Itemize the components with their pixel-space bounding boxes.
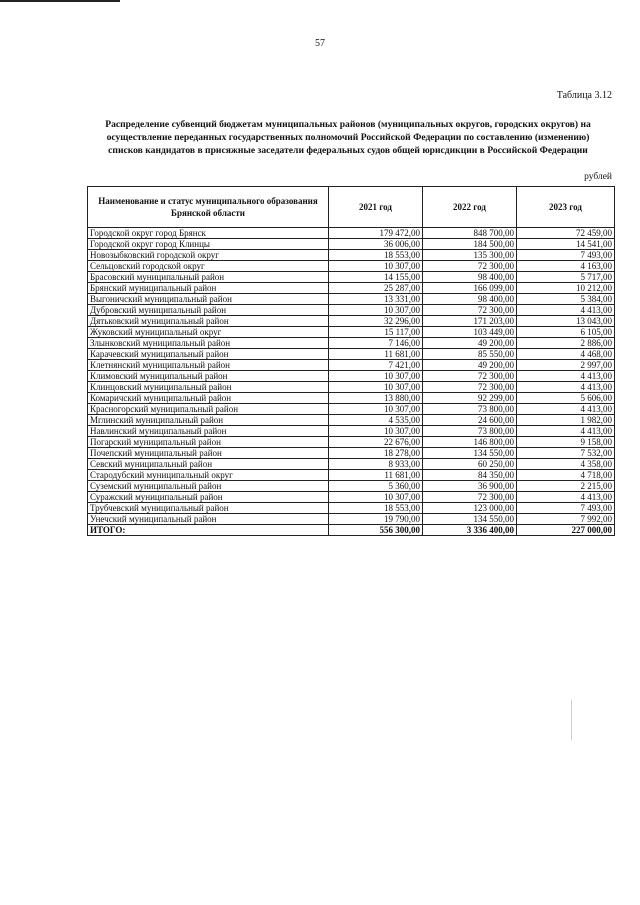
value-2021-cell: 7 421,00	[329, 360, 423, 371]
value-2023-cell: 7 493,00	[517, 503, 615, 514]
table-row	[88, 283, 615, 294]
value-2022-cell: 92 299,00	[423, 393, 517, 404]
value-2022-cell: 60 250,00	[423, 459, 517, 470]
table-row	[88, 327, 615, 338]
top-rule	[0, 0, 120, 2]
municipality-name-cell: Климовский муниципальный район	[88, 371, 329, 382]
unit-label: рублей	[584, 172, 612, 182]
value-2023-cell: 4 163,00	[517, 261, 615, 272]
value-2021-cell: 4 535,00	[329, 415, 423, 426]
total-2022: 3 336 400,00	[423, 525, 517, 536]
value-2021-cell: 8 933,00	[329, 459, 423, 470]
municipality-name-cell: Дятьковский муниципальный район	[88, 316, 329, 327]
municipality-name-cell: Сельцовский городской округ	[88, 261, 329, 272]
table-body	[88, 228, 615, 525]
table-row	[88, 316, 615, 327]
total-2023: 227 000,00	[517, 525, 615, 536]
value-2023-cell: 4 413,00	[517, 426, 615, 437]
value-2023-cell: 14 541,00	[517, 239, 615, 250]
value-2022-cell: 166 099,00	[423, 283, 517, 294]
municipality-name-cell: Погарский муниципальный район	[88, 437, 329, 448]
value-2022-cell: 84 350,00	[423, 470, 517, 481]
value-2022-cell: 171 203,00	[423, 316, 517, 327]
table-row	[88, 239, 615, 250]
subvention-table	[87, 186, 615, 536]
municipality-name-cell: Брасовский муниципальный район	[88, 272, 329, 283]
table-row	[88, 294, 615, 305]
table-row	[88, 338, 615, 349]
value-2022-cell: 72 300,00	[423, 305, 517, 316]
value-2023-cell: 5 717,00	[517, 272, 615, 283]
value-2022-cell: 85 550,00	[423, 349, 517, 360]
value-2023-cell: 4 413,00	[517, 371, 615, 382]
table-row	[88, 305, 615, 316]
value-2022-cell: 134 550,00	[423, 514, 517, 525]
table-row	[88, 360, 615, 371]
value-2021-cell: 22 676,00	[329, 437, 423, 448]
value-2022-cell: 49 200,00	[423, 360, 517, 371]
table-row	[88, 250, 615, 261]
value-2022-cell: 36 900,00	[423, 481, 517, 492]
value-2022-cell: 72 300,00	[423, 492, 517, 503]
value-2021-cell: 13 331,00	[329, 294, 423, 305]
value-2021-cell: 13 880,00	[329, 393, 423, 404]
municipality-name-cell: Городской округ город Брянск	[88, 228, 329, 239]
value-2023-cell: 4 413,00	[517, 404, 615, 415]
value-2021-cell: 10 307,00	[329, 382, 423, 393]
value-2023-cell: 4 718,00	[517, 470, 615, 481]
table-row	[88, 404, 615, 415]
value-2023-cell: 5 606,00	[517, 393, 615, 404]
municipality-name-cell: Комаричский муниципальный район	[88, 393, 329, 404]
municipality-name-cell: Навлинский муниципальный район	[88, 426, 329, 437]
value-2021-cell: 25 287,00	[329, 283, 423, 294]
value-2021-cell: 15 117,00	[329, 327, 423, 338]
municipality-name-cell: Карачевский муниципальный район	[88, 349, 329, 360]
value-2023-cell: 4 413,00	[517, 305, 615, 316]
value-2022-cell: 103 449,00	[423, 327, 517, 338]
title-line: осуществление переданных государственных полномочий Российской Федерации по составлению (изменению)	[106, 132, 590, 143]
value-2023-cell: 9 158,00	[517, 437, 615, 448]
value-2022-cell: 848 700,00	[423, 228, 517, 239]
value-2021-cell: 10 307,00	[329, 261, 423, 272]
municipality-name-cell: Почепский муниципальный район	[88, 448, 329, 459]
table-row	[88, 415, 615, 426]
page-number: 57	[315, 38, 325, 49]
municipality-name-cell: Клетнянский муниципальный район	[88, 360, 329, 371]
table-row	[88, 481, 615, 492]
value-2022-cell: 24 600,00	[423, 415, 517, 426]
value-2022-cell: 135 300,00	[423, 250, 517, 261]
table-row	[88, 470, 615, 481]
value-2021-cell: 32 296,00	[329, 316, 423, 327]
value-2022-cell: 73 800,00	[423, 404, 517, 415]
municipality-name-cell: Севский муниципальный район	[88, 459, 329, 470]
table-total-row	[88, 525, 615, 536]
header-2023: 2023 год	[517, 187, 615, 228]
value-2022-cell: 184 500,00	[423, 239, 517, 250]
value-2023-cell: 7 532,00	[517, 448, 615, 459]
value-2022-cell: 72 300,00	[423, 382, 517, 393]
municipality-name-cell: Новозыбковский городской округ	[88, 250, 329, 261]
value-2022-cell: 72 300,00	[423, 261, 517, 272]
municipality-name-cell: Суражский муниципальный район	[88, 492, 329, 503]
value-2021-cell: 11 681,00	[329, 349, 423, 360]
municipality-name-cell: Трубчевский муниципальный район	[88, 503, 329, 514]
table-row	[88, 228, 615, 239]
municipality-name-cell: Злынковский муниципальный район	[88, 338, 329, 349]
title-line: списков кандидатов в присяжные заседатели федеральных судов общей юрисдикции в Российской Федерации	[108, 145, 588, 156]
value-2023-cell: 4 468,00	[517, 349, 615, 360]
value-2023-cell: 5 384,00	[517, 294, 615, 305]
value-2021-cell: 10 307,00	[329, 404, 423, 415]
municipality-name-cell: Красногорский муниципальный район	[88, 404, 329, 415]
value-2021-cell: 14 155,00	[329, 272, 423, 283]
value-2021-cell: 179 472,00	[329, 228, 423, 239]
value-2022-cell: 98 400,00	[423, 272, 517, 283]
table-header-row	[88, 187, 615, 228]
value-2023-cell: 13 043,00	[517, 316, 615, 327]
table-row	[88, 382, 615, 393]
value-2023-cell: 10 212,00	[517, 283, 615, 294]
municipality-name-cell: Брянский муниципальный район	[88, 283, 329, 294]
table-row	[88, 448, 615, 459]
document-title	[88, 118, 608, 157]
value-2023-cell: 4 413,00	[517, 382, 615, 393]
table-row	[88, 261, 615, 272]
municipality-name-cell: Суземский муниципальный район	[88, 481, 329, 492]
table-row	[88, 459, 615, 470]
table-label: Таблица 3.12	[556, 90, 612, 101]
municipality-name-cell: Унечский муниципальный район	[88, 514, 329, 525]
value-2021-cell: 18 553,00	[329, 503, 423, 514]
value-2022-cell: 49 200,00	[423, 338, 517, 349]
municipality-name-cell: Стародубский муниципальный округ	[88, 470, 329, 481]
table-row	[88, 393, 615, 404]
municipality-name-cell: Клинцовский муниципальный район	[88, 382, 329, 393]
value-2023-cell: 1 982,00	[517, 415, 615, 426]
value-2022-cell: 123 000,00	[423, 503, 517, 514]
value-2023-cell: 2 997,00	[517, 360, 615, 371]
table-row	[88, 349, 615, 360]
header-2022: 2022 год	[423, 187, 517, 228]
margin-mark	[571, 700, 572, 740]
value-2022-cell: 73 800,00	[423, 426, 517, 437]
value-2021-cell: 19 790,00	[329, 514, 423, 525]
value-2021-cell: 10 307,00	[329, 426, 423, 437]
table-row	[88, 492, 615, 503]
title-line: Распределение субвенций бюджетам муниципальных районов (муниципальных округов, городских округов) на	[105, 119, 591, 130]
header-municipality: Наименование и статус муниципального образования Брянской области	[88, 187, 329, 228]
table-row	[88, 272, 615, 283]
value-2021-cell: 18 553,00	[329, 250, 423, 261]
value-2022-cell: 134 550,00	[423, 448, 517, 459]
value-2021-cell: 36 006,00	[329, 239, 423, 250]
value-2023-cell: 2 886,00	[517, 338, 615, 349]
value-2023-cell: 4 413,00	[517, 492, 615, 503]
total-2021: 556 300,00	[329, 525, 423, 536]
municipality-name-cell: Мглинский муниципальный район	[88, 415, 329, 426]
municipality-name-cell: Выгоничский муниципальный район	[88, 294, 329, 305]
value-2022-cell: 98 400,00	[423, 294, 517, 305]
value-2023-cell: 6 105,00	[517, 327, 615, 338]
table-row	[88, 514, 615, 525]
municipality-name-cell: Жуковский муниципальный округ	[88, 327, 329, 338]
value-2021-cell: 10 307,00	[329, 371, 423, 382]
table-row	[88, 503, 615, 514]
value-2021-cell: 18 278,00	[329, 448, 423, 459]
table-row	[88, 437, 615, 448]
value-2022-cell: 72 300,00	[423, 371, 517, 382]
header-2021: 2021 год	[329, 187, 423, 228]
value-2022-cell: 146 800,00	[423, 437, 517, 448]
value-2023-cell: 4 358,00	[517, 459, 615, 470]
value-2023-cell: 2 215,00	[517, 481, 615, 492]
municipality-name-cell: Дубровский муниципальный район	[88, 305, 329, 316]
municipality-name-cell: Городской округ город Клинцы	[88, 239, 329, 250]
value-2021-cell: 10 307,00	[329, 492, 423, 503]
value-2023-cell: 7 493,00	[517, 250, 615, 261]
value-2021-cell: 11 681,00	[329, 470, 423, 481]
value-2021-cell: 10 307,00	[329, 305, 423, 316]
value-2021-cell: 5 360,00	[329, 481, 423, 492]
value-2021-cell: 7 146,00	[329, 338, 423, 349]
table-row	[88, 426, 615, 437]
value-2023-cell: 72 459,00	[517, 228, 615, 239]
table-row	[88, 371, 615, 382]
total-label: ИТОГО:	[88, 525, 329, 536]
value-2023-cell: 7 992,00	[517, 514, 615, 525]
